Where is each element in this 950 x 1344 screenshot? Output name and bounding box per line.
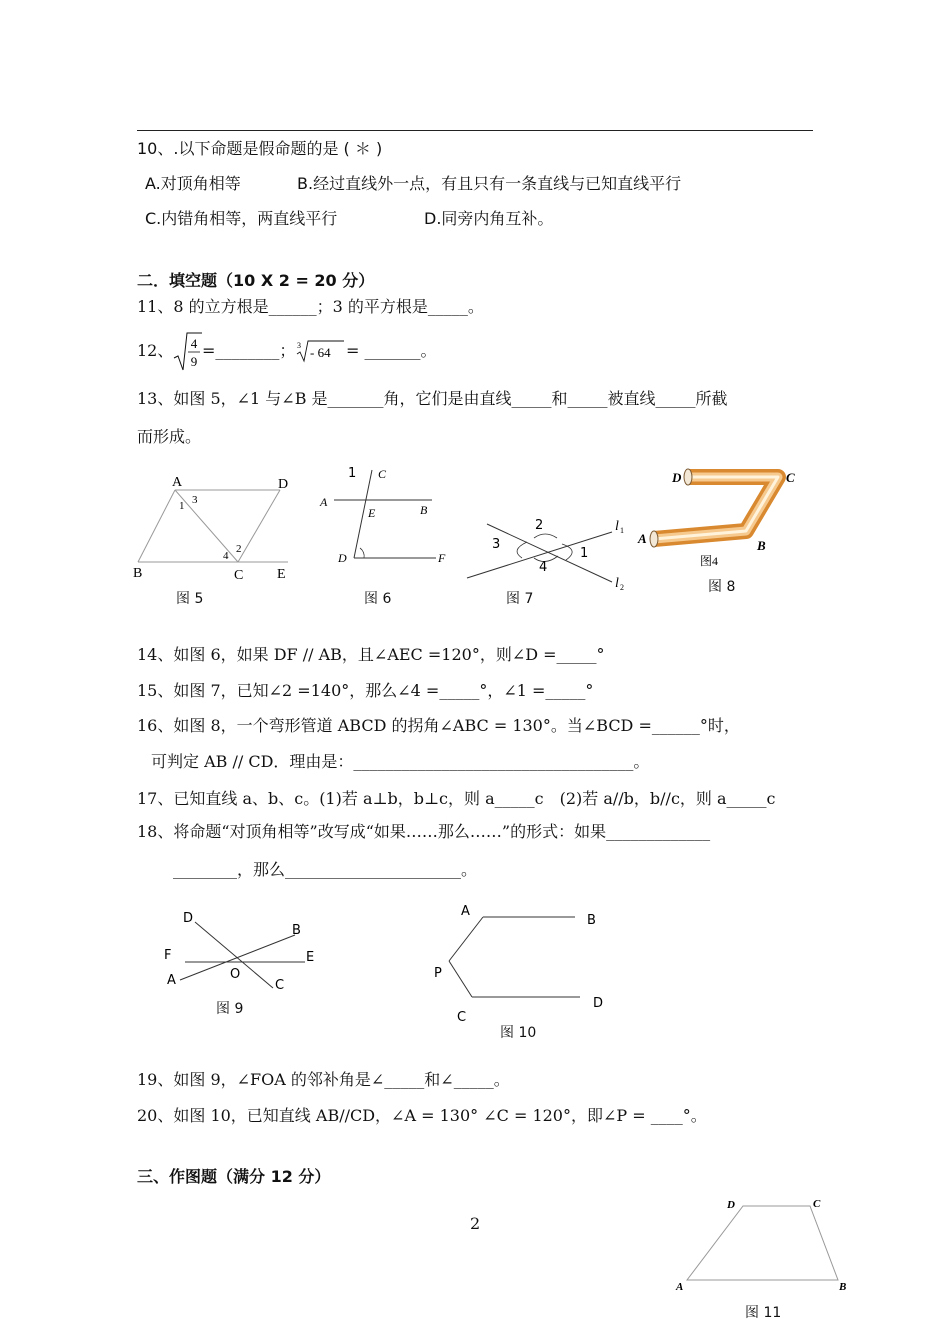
section-2-title: 二．填空题（10 X 2 = 20 分） [137,271,375,290]
fig5-caption: 图 5 [176,591,204,607]
figure-11 [672,1192,852,1297]
fig11-label-D: D [727,1199,735,1211]
question-16-line1: 16、如图 8，一个弯形管道 ABCD 的拐角∠ABC = 130°。当∠BCD =______°时， [137,716,740,735]
fig9-caption: 图 9 [216,1001,244,1017]
sqrt-fraction [172,330,202,374]
fig6-label-B: B [420,503,428,517]
fig7-angle-1: 1 [580,546,589,561]
q10-option-b: B.经过直线外一点，有且只有一条直线与已知直线平行 [297,174,682,193]
fig8-caption: 图 8 [708,579,736,595]
question-18-line1: 18、将命题“对顶角相等”改写成“如果……那么……”的形式：如果_____________ [137,822,711,841]
figure-8 [636,458,816,570]
fig7-line-l1: l [615,519,619,534]
fig5-label-D: D [278,477,289,492]
section-3-title: 三、作图题（满分 12 分） [137,1167,331,1186]
question-19: 19、如图 9，∠FOA 的邻补角是∠_____和∠_____。 [137,1070,510,1089]
fig10-label-P: P [434,966,442,981]
figure-10 [425,898,615,1028]
question-10: 10、.以下命题是假命题的是 ( ＊ ) [137,139,383,158]
fig11-label-C: C [813,1198,821,1210]
q12-prefix: 12、 [137,341,174,360]
q12-denominator: 9 [190,354,198,369]
fig9-label-D: D [183,911,194,926]
page-number: 2 [470,1214,481,1233]
fig5-label-A: A [172,475,183,490]
figure-9 [155,900,325,1000]
fig8-label-C: C [786,470,795,485]
fig10-label-D: D [593,996,604,1011]
fig10-caption: 图 10 [500,1025,537,1041]
figure-7 [462,510,637,590]
fig6-caption: 图 6 [364,591,392,607]
fig10-label-A: A [461,904,470,919]
fig8-label-A: A [638,531,647,546]
fig11-label-A: A [676,1281,684,1293]
fig9-label-C: C [275,978,285,993]
fig6-label-D: D [338,551,347,565]
q12-cube-index: 3 [297,341,301,350]
cube-root [296,338,346,364]
fig8-inner-caption: 图4 [700,554,719,568]
question-13-line2: 而形成。 [137,427,202,446]
question-13-line1: 13、如图 5，∠1 与∠B 是_______角，它们是由直线_____和_____被直线_____所截 [137,389,728,408]
figure-6 [316,462,466,577]
fig6-angle-1: 1 [348,466,357,481]
fig7-caption: 图 7 [506,591,534,607]
fig5-angle-4: 4 [223,550,229,562]
fig6-label-F: F [438,551,446,565]
fig6-label-C: C [378,467,387,481]
fig6-label-E: E [368,506,376,520]
fig9-label-F: F [164,948,172,963]
fig9-label-A: A [167,973,176,988]
question-16-line2: 可判定 AB // CD．理由是：___________________________________。 [151,752,650,771]
fig7-angle-2: 2 [535,518,544,533]
fig6-label-A: A [320,495,328,509]
fig8-label-B: B [757,538,766,553]
fig7-line-l1-sub: 1 [620,526,624,535]
fig5-label-E: E [277,567,286,582]
fig9-label-B: B [292,923,301,938]
fig5-angle-1: 1 [179,500,185,512]
q10-option-c: C.内错角相等，两直线平行 [145,209,338,228]
q12-radicand: - 64 [310,345,331,360]
fig8-label-D: D [672,470,682,485]
fig7-line-l2: l [615,576,619,590]
fig5-angle-2: 2 [236,543,242,555]
q12-numerator: 4 [190,336,198,351]
fig9-label-E: E [306,950,315,965]
q12-suffix: = _______。 [346,341,437,360]
figure-5 [130,470,300,585]
question-20: 20、如图 10，已知直线 AB//CD，∠A = 130° ∠C = 120°，即∠P = ____°。 [137,1106,707,1125]
question-15: 15、如图 7，已知∠2 =140°，那么∠4 =_____°，∠1 =_____° [137,681,594,700]
question-14: 14、如图 6，如果 DF // AB，且∠AEC =120°，则∠D =_____° [137,645,605,664]
q12-mid: =________； [202,341,296,360]
q10-option-a: A.对顶角相等 [145,174,241,193]
question-11: 11、8 的立方根是______；3 的平方根是_____。 [137,297,484,316]
fig5-label-B: B [133,566,143,581]
fig5-label-C: C [234,568,244,583]
fig7-line-l2-sub: 2 [620,583,624,590]
fig11-caption: 图 11 [745,1305,782,1321]
fig10-label-B: B [587,913,596,928]
header-rule [137,130,813,131]
question-18-line2: ________，那么______________________。 [173,860,478,879]
question-17: 17、已知直线 a、b、c。(1)若 a⊥b，b⊥c，则 a_____c (2)若 a//b，b//c，则 a_____c [137,789,776,808]
fig10-label-C: C [457,1010,467,1025]
fig7-angle-3: 3 [492,537,501,552]
fig9-label-O: O [230,967,241,982]
fig5-angle-3: 3 [192,494,198,506]
fig11-label-B: B [839,1281,847,1293]
fig7-angle-4: 4 [539,560,548,575]
q10-option-d: D.同旁内角互补。 [424,209,554,228]
